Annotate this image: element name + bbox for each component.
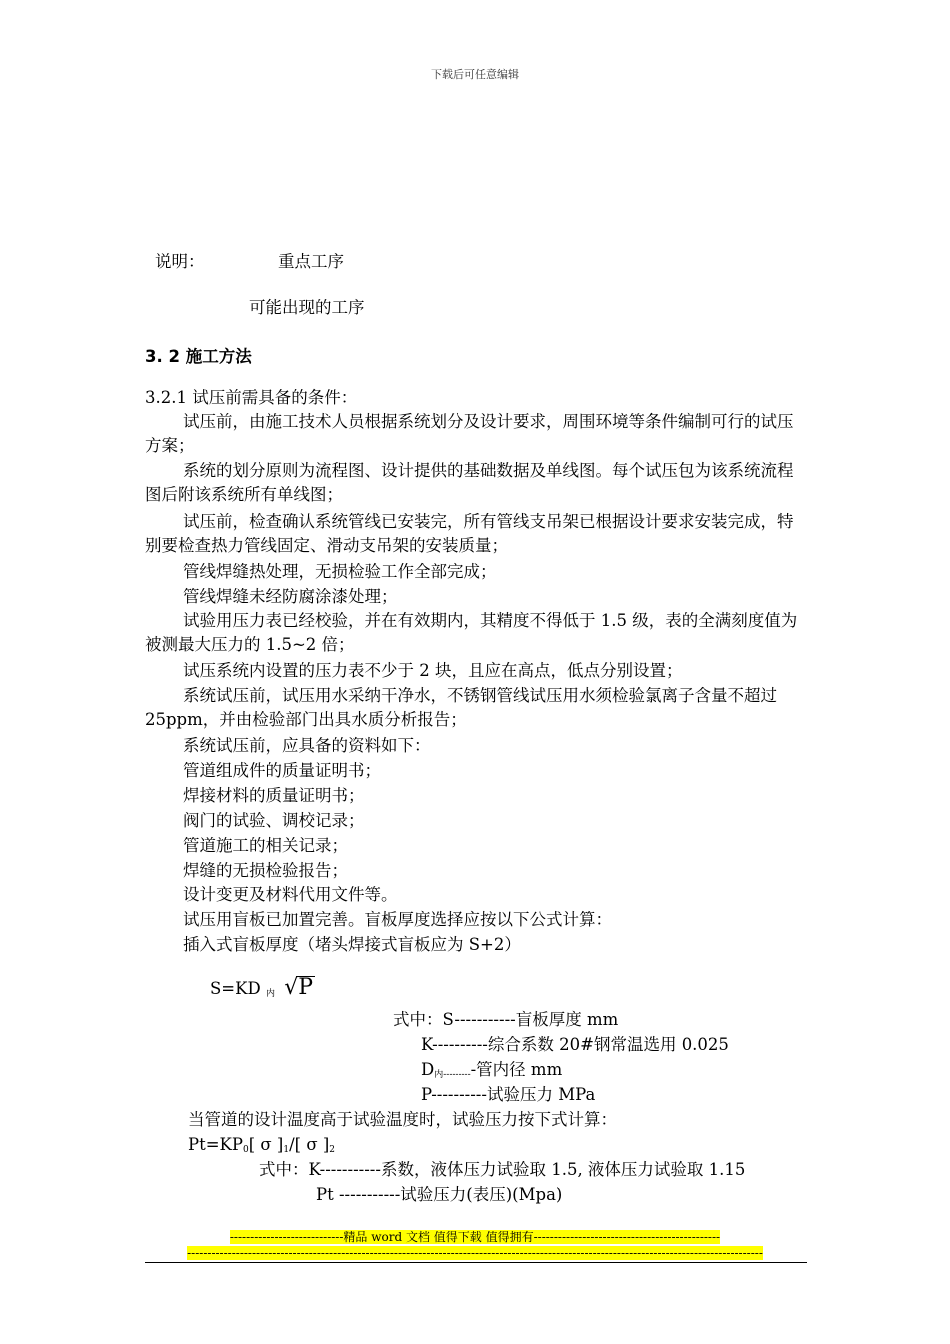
list-item: 设计变更及材料代用文件等。 [183, 885, 398, 904]
paragraph-no-coating: 管线焊缝未经防腐涂漆处理； [183, 587, 398, 606]
formula2-part: /[ σ ] [289, 1135, 330, 1154]
list-item: 系统试压前，应具备的资料如下： [183, 736, 431, 755]
formula2-part: [ σ ] [248, 1135, 284, 1154]
list-item: 焊缝的无损检验报告； [183, 861, 348, 880]
paragraph-system-division: 系统的划分原则为流程图、设计提供的基础数据及单线图。每个试压包为该系统流程图后附该系统所有单线图； [145, 461, 794, 505]
list-item: 阀门的试验、调校记录； [183, 811, 365, 830]
list-item: 管道组成件的质量证明书； [183, 761, 381, 780]
legend-possible-process: 可能出现的工序 [249, 298, 365, 317]
list-item: 插入式盲板厚度（堵头焊接式盲板应为 S+2） [183, 935, 521, 954]
subsection-heading: 3.2.1 试压前需具备的条件： [145, 388, 358, 407]
paragraph-heat-treatment: 管线焊缝热处理，无损检验工作全部完成； [183, 562, 497, 581]
header-note: 下载后可任意编辑 [431, 68, 519, 81]
paragraph-gauge-count: 试压系统内设置的压力表不少于 2 块，且应在高点，低点分别设置； [183, 661, 683, 680]
legend-label: 说明： [155, 252, 205, 271]
formula-radicand: P [298, 975, 314, 1000]
formula-lhs: S=KD [210, 979, 261, 998]
legend-key-process: 重点工序 [278, 252, 344, 271]
formula2-sub: 0 [243, 1145, 249, 1155]
formula2-sub: 1 [283, 1145, 290, 1155]
footer-rule [145, 1262, 807, 1263]
where2-k: 式中：K-----------系数，液体压力试验取 1.5, 液体压力试验取 1.15 [259, 1160, 746, 1179]
where-p: P----------试验压力 MPa [421, 1085, 596, 1104]
footer-text: ----------------------------精品 word 文档 值得下载 值得拥有---------------------------------------------- [229, 1230, 721, 1244]
where-d-subscript: 内--------- [434, 1070, 471, 1080]
paragraph-test-water: 系统试压前，试压用水采纳干净水，不锈钢管线试压用水须检验氯离子含量不超过 25ppm，并由检验部门出具水质分析报告； [145, 686, 777, 730]
sqrt-symbol: √ P [284, 975, 314, 1000]
blind-thickness-formula [210, 976, 313, 1006]
where-s: 式中：S-----------盲板厚度 mm [393, 1010, 619, 1029]
where-d-text: -管内径 mm [470, 1060, 563, 1079]
footer-banner-line1 [0, 1230, 950, 1245]
formula-subscript: 内 [265, 989, 275, 999]
paragraph-installation-check: 试压前，检查确认系统管线已安装完，所有管线支吊架已根据设计要求安装完成，特别要检查热力管线固定、滑动支吊架的安装质量； [145, 512, 794, 556]
where-d-symbol: D [421, 1060, 435, 1079]
footer-text: ---------------------------------------------------------------------------------------------------------------------------------------------- [187, 1246, 763, 1260]
list-item: 试压用盲板已加置完善。盲板厚度选择应按以下公式计算： [183, 910, 612, 929]
list-item: 焊接材料的质量证明书； [183, 786, 365, 805]
formula2-sub: 2 [329, 1145, 336, 1155]
section-heading: 3. 2 施工方法 [145, 347, 252, 366]
paragraph-pressure-gauge: 试验用压力表已经校验，并在有效期内，其精度不得低于 1.5 级，表的全满刻度值为被测最大压力的 1.5~2 倍； [145, 611, 798, 655]
formula2-intro: 当管道的设计温度高于试验温度时，试验压力按下式计算： [188, 1110, 617, 1129]
paragraph-test-plan: 试压前，由施工技术人员根据系统划分及设计要求，周围环境等条件编制可行的试压方案； [145, 412, 794, 456]
formula2-part: Pt=KP [188, 1135, 243, 1154]
where-k: K----------综合系数 20#钢常温选用 0.025 [421, 1035, 729, 1054]
footer-banner-line2 [0, 1246, 950, 1261]
where2-pt: Pt -----------试验压力(表压)(Mpa) [316, 1185, 563, 1204]
list-item: 管道施工的相关记录； [183, 836, 348, 855]
